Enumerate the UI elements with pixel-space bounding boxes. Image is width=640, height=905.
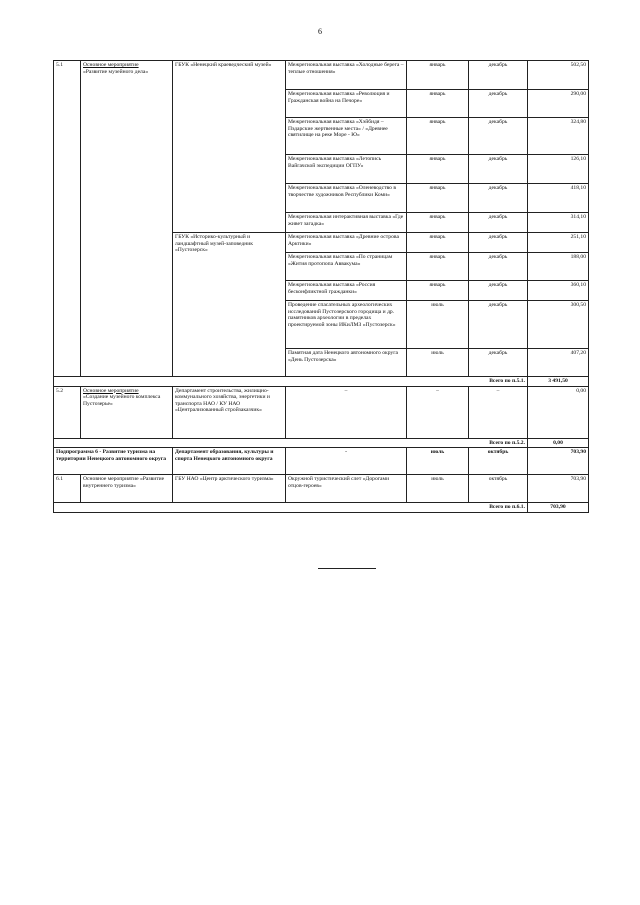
event-name: Проведение спасательных археологических исследований Пустозерского городища и др. памятников археологии в пределах проектируемой зоны ИКиЛМЗ «Пустозерск» [286, 301, 407, 349]
funding-amount: 188,00 [528, 253, 589, 281]
start-month: январь [407, 184, 469, 213]
total-row [54, 377, 589, 387]
end-month: декабрь [469, 233, 528, 253]
event-name: Межрегиональная выставка «Холодные берега – теплые отношения» [286, 61, 407, 90]
total-label: Всего по п.5.2. [54, 438, 528, 448]
end-month: декабрь [469, 155, 528, 184]
start-month: январь [407, 233, 469, 253]
funding-amount: 360,10 [528, 281, 589, 301]
start-month: – [407, 386, 469, 438]
page-number: 6 [318, 27, 322, 36]
table-row [54, 386, 589, 438]
start-month: январь [407, 253, 469, 281]
measure-title: Основное мероприятие [83, 62, 139, 68]
end-month: декабрь [469, 90, 528, 118]
executor-cell: Департамент строительства, жилищно-коммунального хозяйства, энергетики и транспорта НАО / КУ НАО «Централизованный стройзаказчик» [173, 386, 286, 438]
table-row [54, 475, 589, 503]
funding-amount: 0,00 [528, 386, 589, 438]
event-name: Межрегиональная интерактивная выставка «Где живет загадка» [286, 213, 407, 233]
end-month: – [469, 386, 528, 438]
total-row [54, 438, 589, 448]
start-month: январь [407, 155, 469, 184]
end-month: декабрь [469, 184, 528, 213]
end-month: декабрь [469, 281, 528, 301]
funding-amount: 126,10 [528, 155, 589, 184]
event-name: Межрегиональная выставка «Хэйбидя – Пэдарские жертвенные места» / «Древнее святилище на реке Море - Ю» [286, 118, 407, 155]
funding-amount: 407,20 [528, 349, 589, 377]
end-month: декабрь [469, 61, 528, 90]
total-value: 703,90 [528, 503, 589, 513]
event-name: Межрегиональная выставка «Летопись Вайгачской экспедиции ОГПУ» [286, 155, 407, 184]
funding-amount: 300,50 [528, 301, 589, 349]
total-value: 3 491,50 [528, 377, 589, 387]
end-month: декабрь [469, 253, 528, 281]
subprogram-row [54, 448, 589, 475]
event-name: Межрегиональная выставка «Оленеводство в творчестве художников Республики Коми» [286, 184, 407, 213]
measure-cell [81, 61, 173, 377]
executor-cell: ГБУ НАО «Центр арктического туризма» [173, 475, 286, 503]
funding-amount: 703,90 [528, 448, 589, 475]
start-month: январь [407, 213, 469, 233]
funding-amount: 418,10 [528, 184, 589, 213]
funding-amount: 502,50 [528, 61, 589, 90]
row-number: 5.2 [54, 386, 81, 438]
start-month: июль [407, 475, 469, 503]
event-name: Межрегиональная выставка «По страницам «Жития протопопа Аввакума» [286, 253, 407, 281]
start-month: июль [407, 349, 469, 377]
start-month: январь [407, 61, 469, 90]
start-month: январь [407, 118, 469, 155]
end-month: октябрь [469, 475, 528, 503]
end-month: декабрь [469, 301, 528, 349]
funding-amount: 703,90 [528, 475, 589, 503]
event-name: Окружной туристический слет «Дорогами отцов-героев» [286, 475, 407, 503]
table-row [54, 61, 589, 90]
event-name: - [286, 448, 407, 475]
end-month: декабрь [469, 213, 528, 233]
event-name: Памятная дата Ненецкого автономного округа «День Пустозерска» [286, 349, 407, 377]
start-month: январь [407, 90, 469, 118]
event-name: – [286, 386, 407, 438]
measure-cell: Основное мероприятие «Развитие внутреннего туризма» [81, 475, 173, 503]
total-label: Всего по п.5.1. [54, 377, 528, 387]
start-month: июль [407, 301, 469, 349]
measure-subtitle: «Создание музейного комплекса Пустозерье» [83, 394, 161, 407]
event-name: Межрегиональная выставка «Революция и Гражданская война на Печоре» [286, 90, 407, 118]
end-month: октябрь [469, 448, 528, 475]
executor-cell: ГБУК «Ненецкий краеведческий музей» [173, 61, 286, 233]
end-month: декабрь [469, 349, 528, 377]
row-number: 5.1 [54, 61, 81, 377]
row-number: 6.1 [54, 475, 81, 503]
event-name: Межрегиональная выставка «Россия бесконфликтной гражданки» [286, 281, 407, 301]
measure-cell [81, 386, 173, 438]
funding-amount: 324,80 [528, 118, 589, 155]
subprogram-title: Подпрограмма 6 - Развитие туризма на территории Ненецкого автономного округа [54, 448, 173, 475]
program-table [53, 60, 589, 513]
measure-title: Основное мероприятие [83, 387, 139, 394]
executor-cell: Департамент образования, культуры и спорта Ненецкого автономного округа [173, 448, 286, 475]
end-divider [318, 568, 376, 569]
funding-amount: 251,10 [528, 233, 589, 253]
measure-subtitle: «Развитие музейного дела» [83, 68, 149, 75]
total-value: 0,00 [528, 438, 589, 448]
start-month: январь [407, 281, 469, 301]
executor-cell: ГБУК «Историко-культурный и ландшафтный музей-заповедник «Пустозерск» [173, 233, 286, 377]
funding-amount: 314,10 [528, 213, 589, 233]
total-label: Всего по п.6.1. [54, 503, 528, 513]
total-row [54, 503, 589, 513]
end-month: декабрь [469, 118, 528, 155]
event-name: Межрегиональная выставка «Древние острова Арктики» [286, 233, 407, 253]
start-month: июль [407, 448, 469, 475]
funding-amount: 290,00 [528, 90, 589, 118]
